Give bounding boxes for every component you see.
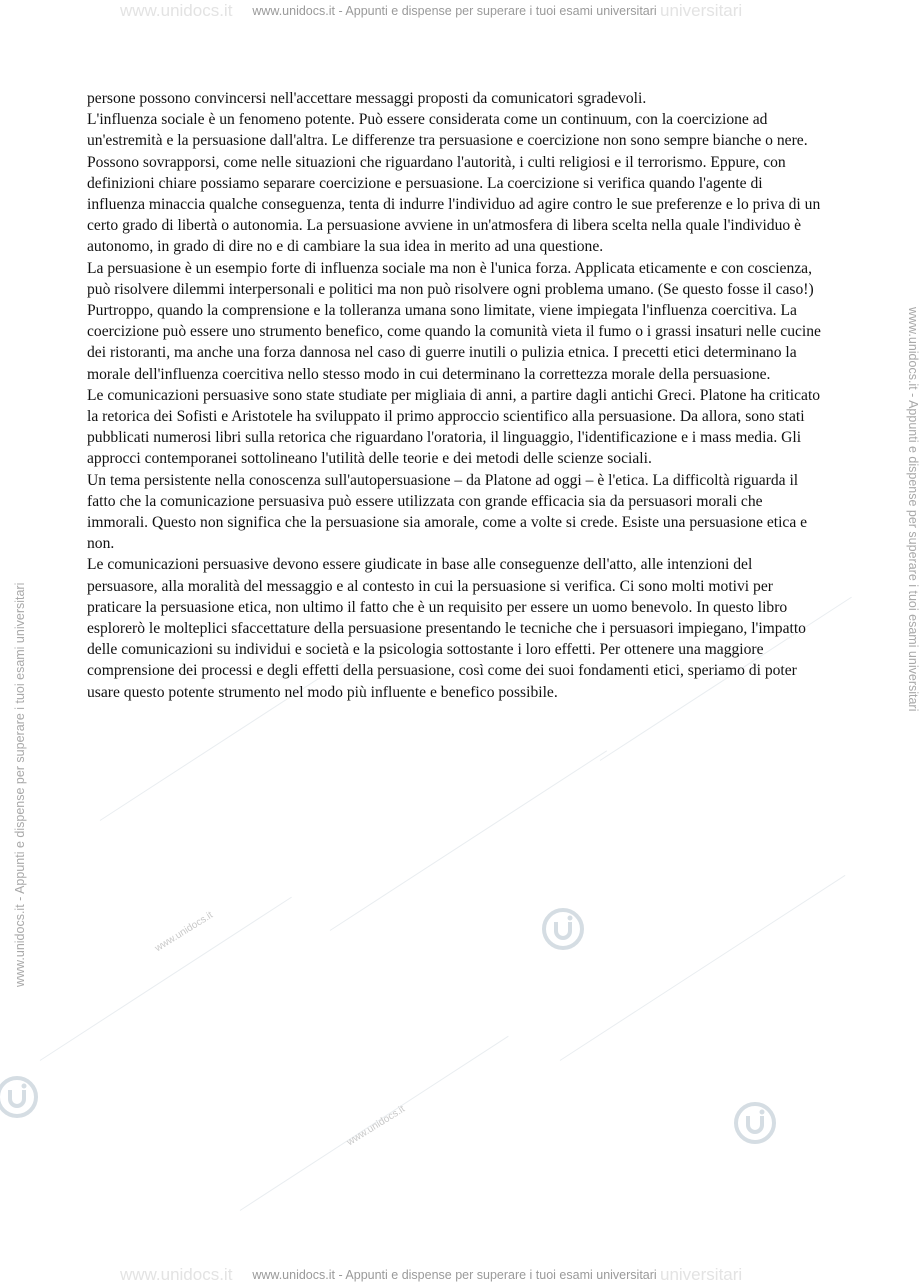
watermark-diagonal-text: www.unidocs.it bbox=[153, 909, 216, 955]
watermark-banner-bottom bbox=[0, 1265, 909, 1284]
watermark-line bbox=[40, 897, 292, 1061]
paragraph: persone possono convincersi nell'accettare messaggi proposti da comunicatori sgradevoli. bbox=[87, 90, 647, 107]
watermark-ghost-text: www.unidocs.it bbox=[120, 1265, 233, 1284]
document-body bbox=[87, 88, 823, 703]
paragraph: La persuasione è un esempio forte di influenza sociale ma non è l'unica forza. Applicata eticamente e con coscienza, può risolvere dilemmi interpersonali e politici ma non può risolvere ogni problema umano. (Se questo fosse il caso!) Purtroppo, quando la comprensione e la tolleranza umana sono limitate, viene impiegata l'influenza coercitiva. La coercizione può essere uno strumento benefico, come quando la comunità vieta il fumo o i grassi insaturi nelle cucine dei ristoranti, ma anche una forza dannosa nel caso di guerre inutili o pulizia etnica. I precetti etici determinano la morale dell'influenza coercitiva nello stesso modo in cui determinano la correttezza morale della persuasione. bbox=[87, 259, 821, 383]
unidocs-logo-icon bbox=[540, 906, 586, 952]
unidocs-logo-icon bbox=[0, 1074, 40, 1120]
watermark-ghost-text: universitari bbox=[660, 1265, 743, 1284]
watermark-ghost-text: www.unidocs.it bbox=[120, 1, 233, 20]
paragraph: Le comunicazioni persuasive devono essere giudicate in base alle conseguenze dell'atto, alle intenzioni del persuasore, alla moralità del messaggio e al contesto in cui la persuasione si verifica. Ci sono molti motivi per praticare la persuasione etica, non ultimo il fatto che è un requisito per essere un uomo benevolo. In questo libro esplorerò le molteplici sfaccettature della persuasione presentando le tecniche che i persuasori impiegano, l'impatto delle comunicazioni su individui e società e la psicologia sottostante i loro effetti. Per ottenere una maggiore comprensione dei processi e degli effetti della persuasione, così come dei suoi fondamenti etici, speriamo di poter usare questo potente strumento nel modo più influente e benefico possibile. bbox=[87, 556, 806, 701]
watermark-ghost-text: universitari bbox=[660, 1, 743, 20]
watermark-banner-top bbox=[0, 1, 909, 20]
paragraph: Le comunicazioni persuasive sono state studiate per migliaia di anni, a partire dagli antichi Greci. Platone ha criticato la retorica dei Sofisti e Aristotele ha sviluppato il primo approccio scientifico alla persuasione. Da allora, sono stati pubblicati numerosi libri sulla retorica che riguardano l'oratoria, il linguaggio, l'identificazione e i mass media. Gli approcci contemporanei sottolineano l'utilità delle teorie e dei metodi delle scienze sociali. bbox=[87, 386, 821, 468]
watermark-line bbox=[560, 875, 846, 1061]
watermark-banner-text: www.unidocs.it - Appunti e dispense per superare i tuoi esami universitari bbox=[252, 4, 657, 18]
watermark-banner-left: www.unidocs.it - Appunti e dispense per superare i tuoi esami universitari bbox=[13, 582, 27, 987]
watermark-line bbox=[330, 750, 607, 931]
watermark-diagonal-text: www.unidocs.it bbox=[345, 1103, 408, 1149]
watermark-banner-text: www.unidocs.it - Appunti e dispense per superare i tuoi esami universitari bbox=[252, 1268, 657, 1282]
paragraph: Un tema persistente nella conoscenza sull'autopersuasione – da Platone ad oggi – è l'etica. La difficoltà riguarda il fatto che la comunicazione persuasiva può essere utilizzata con grande efficacia sia da persuasori morali che immorali. Questo non significa che la persuasione sia amorale, come a volte si crede. Esiste una persuasione etica e non. bbox=[87, 471, 808, 553]
paragraph: L'influenza sociale è un fenomeno potente. Può essere considerata come un continuum, con la coercizione ad un'estremità e la persuasione dall'altra. Le differenze tra persuasione e coercizione non sono sempre bianche o nere. Possono sovrapporsi, come nelle situazioni che riguardano l'autorità, i culti religiosi e il terrorismo. Eppure, con definizioni chiare possiamo separare coercizione e persuasione. La coercizione si verifica quando l'agente di influenza minaccia qualche conseguenza, tenta di indurre l'individuo ad agire contro le sue preferenze e lo priva di un certo grado di libertà o autonomia. La persuasione avviene in un'atmosfera di libera scelta nella quale l'individuo è autonomo, in grado di dire no e di cambiare la sua idea in merito ad una questione. bbox=[87, 111, 821, 256]
unidocs-logo-icon bbox=[732, 1100, 778, 1146]
watermark-banner-right: www.unidocs.it - Appunti e dispense per superare i tuoi esami universitari bbox=[906, 307, 920, 712]
